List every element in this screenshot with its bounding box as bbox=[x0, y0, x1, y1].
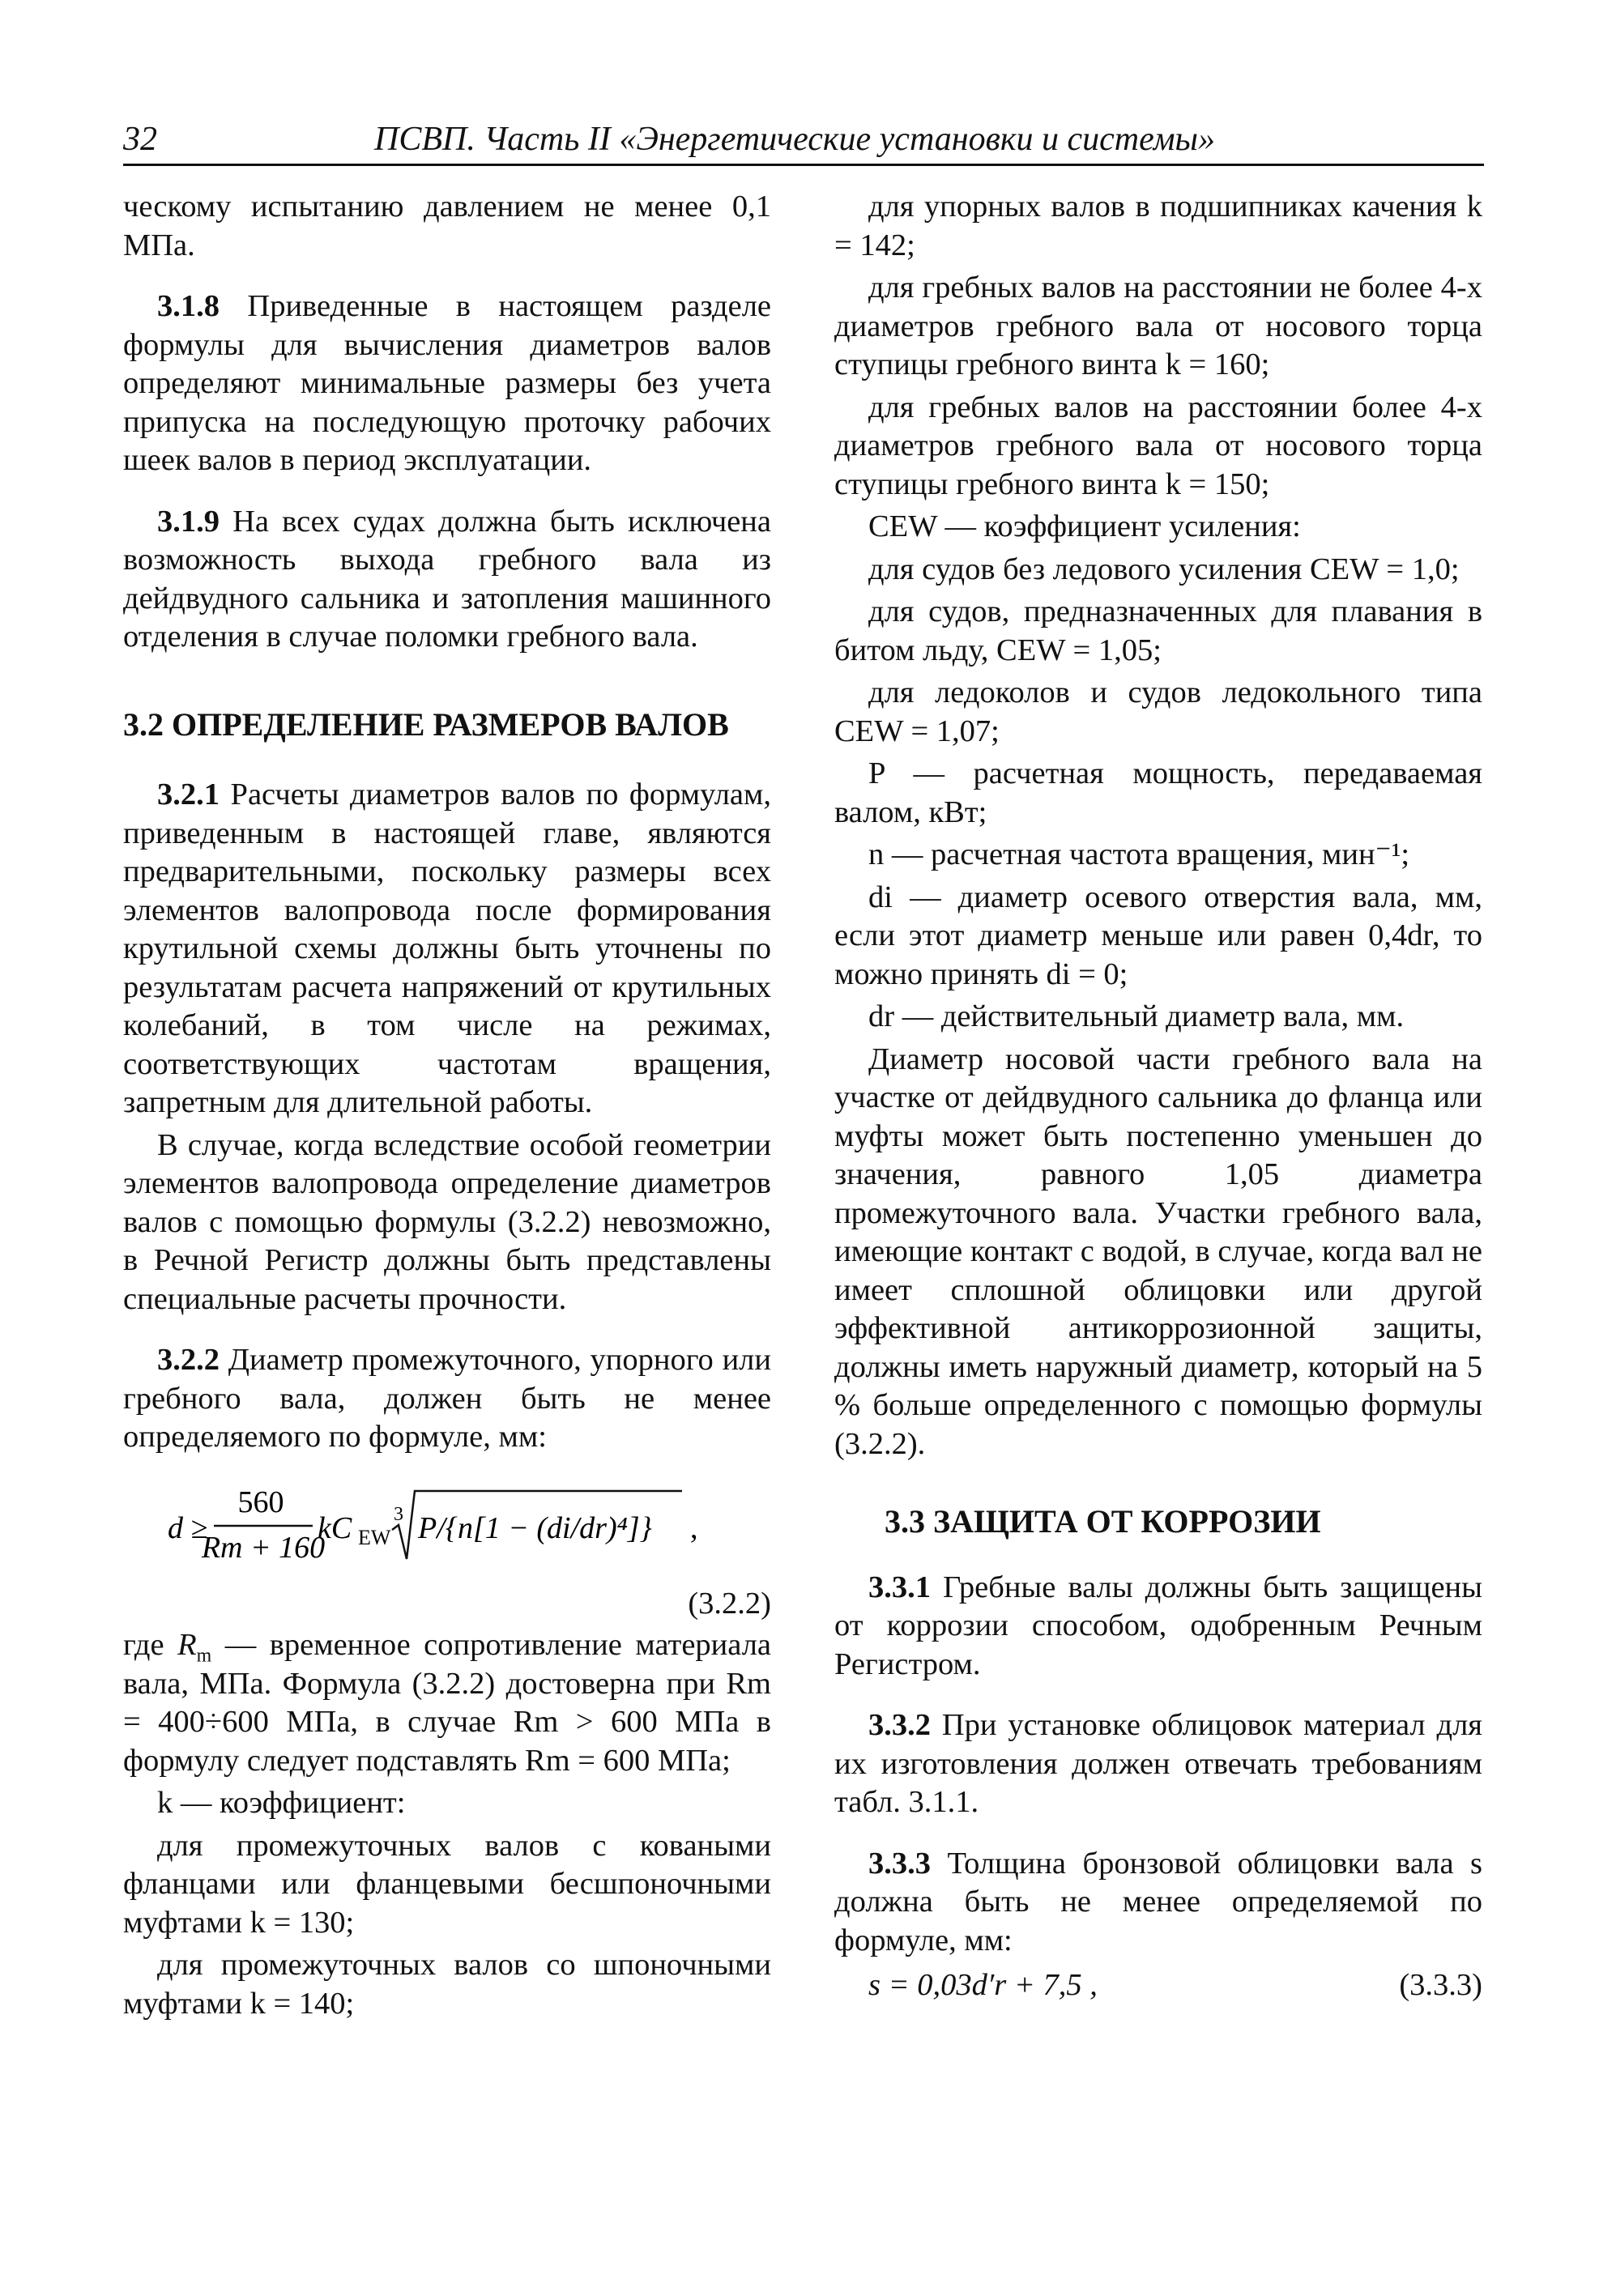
clause-number: 3.3.1 bbox=[868, 1570, 931, 1604]
where-symbol: R bbox=[177, 1628, 197, 1662]
cew-no-ice: для судов без ледового усиления CEW = 1,0; bbox=[868, 552, 1460, 586]
cew-broken-ice: для судов, предназначенных для плавания в битом льду, CEW = 1,05; bbox=[834, 594, 1482, 667]
formula-radicand: P/{n[1 − (di/dr)⁴]} bbox=[418, 1510, 652, 1545]
formula-3-3-3 bbox=[834, 1966, 1482, 2005]
paragraph-3-1-9 bbox=[123, 503, 771, 657]
clause-number: 3.2.1 bbox=[157, 777, 220, 811]
where-word: где bbox=[123, 1628, 164, 1662]
clause-text: Приведенные в настоящем разделе формулы для вычисления диаметров валов определяют минимальные размеры без учета припуска на последующую проточку рабочих шеек валов в период эксплуатации. bbox=[123, 289, 771, 477]
coefficient-k-definition: k — коэффициент: bbox=[157, 1786, 406, 1820]
clause-text: Гребные валы должны быть защищены от коррозии способом, одобренным Речным Регистром. bbox=[834, 1570, 1482, 1681]
formula-3-3-3-expression: s = 0,03d′r + 7,5 , bbox=[868, 1968, 1098, 2002]
paragraph-3-3-3 bbox=[834, 1845, 1482, 1961]
actual-diameter-definition: dr — действительный диаметр вала, мм. bbox=[868, 999, 1405, 1033]
k-value-propeller-near: для гребных валов на расстоянии не более 4-х диаметров гребного вала от носового торца ступицы гребного винта k = 160; bbox=[834, 270, 1482, 381]
formula-root-index: 3 bbox=[394, 1503, 403, 1525]
k-value-thrust-shafts: для упорных валов в подшипниках качения k = 142; bbox=[834, 190, 1482, 262]
formula-lhs: d ≥ bbox=[168, 1510, 208, 1545]
formula-3-2-2-svg bbox=[123, 1463, 771, 1585]
where-text: — временное сопротивление материала вала, МПа. Формула (3.2.2) достоверна при Rm = 400÷600 МПа, в случае Rm > 600 МПа в формулу следует подставлять Rm = 600 МПа; bbox=[123, 1628, 772, 1778]
clause-text: При установке облицовок материал для их изготовления должен отвечать требованиям табл. 3.1.1. bbox=[834, 1708, 1482, 1819]
paragraph-3-2-2 bbox=[123, 1341, 771, 1457]
formula-tail: , bbox=[690, 1510, 698, 1545]
clause-text: Расчеты диаметров валов по формулам, приведенным в настоящей главе, являются предварительными, поскольку размеры всех элементов валопровода после формирования крутильной схемы должны быть уточнены по результатам расчета напряжений от крутильных колебаний, в том числе на режимах, соответствующих частотам вращения, запретным для длительной работы. bbox=[123, 777, 771, 1119]
rotation-definition: n — расчетная частота вращения, мин⁻¹; bbox=[868, 837, 1410, 871]
paragraph-nose-diameter: Диаметр носовой части гребного вала на участке от дейдвудного сальника до фланца или муфты может быть постепенно уменьшен до значения, равного 1,05 диаметра промежуточного вала. Участки гребного вала, имеющие контакт с водой, в случае, когда вал не имеет сплошной облицовки или другой эффективной антикоррозионной защиты, должны иметь наружный диаметр, который на 5 % больше определенного с помощью формулы (3.2.2). bbox=[834, 1042, 1482, 1461]
clause-text: На всех судах должна быть исключена возможность выхода гребного вала из дейдвудного сальника и затопления машинного отделения в случае поломки гребного вала. bbox=[123, 504, 771, 654]
paragraph-3-3-2 bbox=[834, 1706, 1482, 1822]
equation-number: (3.2.2) bbox=[688, 1586, 771, 1621]
k-value-keyed-couplings: для промежуточных валов со шпоночными муфтами k = 140; bbox=[123, 1948, 771, 2021]
running-title: ПСВП. Часть II «Энергетические установки и системы» bbox=[374, 121, 1215, 158]
bore-diameter-definition: di — диаметр осевого отверстия вала, мм, если этот диаметр меньше или равен 0,4dr, то можно принять di = 0; bbox=[834, 880, 1482, 991]
paragraph-special-calculations: В случае, когда вследствие особой геометрии элементов валопровода определение диаметров валов с помощью формулы (3.2.2) невозможно, в Речной Регистр должны быть представлены специальные расчеты прочности. bbox=[123, 1127, 771, 1316]
clause-number: 3.1.9 bbox=[157, 504, 220, 539]
cew-icebreaker: для ледоколов и судов ледокольного типа CEW = 1,07; bbox=[834, 675, 1482, 748]
formula-factor: kC bbox=[318, 1510, 352, 1545]
clause-number: 3.3.2 bbox=[868, 1708, 931, 1742]
clause-number: 3.2.2 bbox=[157, 1343, 220, 1377]
page-number: 32 bbox=[123, 121, 157, 158]
formula-denominator: Rm + 160 bbox=[201, 1530, 326, 1565]
paragraph-continuation: ческому испытанию давлением не менее 0,1 МПа. bbox=[123, 190, 771, 262]
clause-text: Диаметр промежуточного, упорного или гребного вала, должен быть не менее определяемого по формуле, мм: bbox=[123, 1343, 772, 1454]
page-header bbox=[123, 115, 1484, 166]
paragraph-3-3-1 bbox=[834, 1569, 1482, 1685]
k-value-forged-flanges: для промежуточных валов с коваными фланцами или фланцевыми бесшпоночными муфтами k = 130; bbox=[123, 1828, 771, 1940]
cew-definition: CEW — коэффициент усиления: bbox=[868, 509, 1301, 543]
formula-factor-sub: EW bbox=[358, 1525, 391, 1549]
paragraph-3-1-8 bbox=[123, 288, 771, 480]
paragraph-where bbox=[123, 1626, 771, 1780]
section-heading-3-3: 3.3 ЗАЩИТА ОТ КОРРОЗИИ bbox=[885, 1503, 1321, 1540]
formula-3-2-2 bbox=[123, 1463, 771, 1585]
formula-numerator: 560 bbox=[237, 1485, 284, 1519]
left-column bbox=[123, 188, 771, 2027]
paragraph-3-2-1 bbox=[123, 776, 771, 1122]
clause-number: 3.1.8 bbox=[157, 289, 220, 323]
power-definition: P — расчетная мощность, передаваемая валом, кВт; bbox=[834, 756, 1482, 829]
where-symbol-sub: m bbox=[196, 1645, 212, 1667]
k-value-propeller-far: для гребных валов на расстоянии более 4-х диаметров гребного вала от носового торца ступицы гребного винта k = 150; bbox=[834, 390, 1482, 501]
right-column bbox=[834, 188, 1482, 2005]
section-heading-3-2: 3.2 ОПРЕДЕЛЕНИЕ РАЗМЕРОВ ВАЛОВ bbox=[123, 705, 729, 743]
clause-text: Толщина бронзовой облицовки вала s должна быть не менее определяемой по формуле, мм: bbox=[834, 1846, 1482, 1957]
equation-number: (3.3.3) bbox=[1399, 1968, 1482, 2002]
clause-number: 3.3.3 bbox=[868, 1846, 931, 1881]
